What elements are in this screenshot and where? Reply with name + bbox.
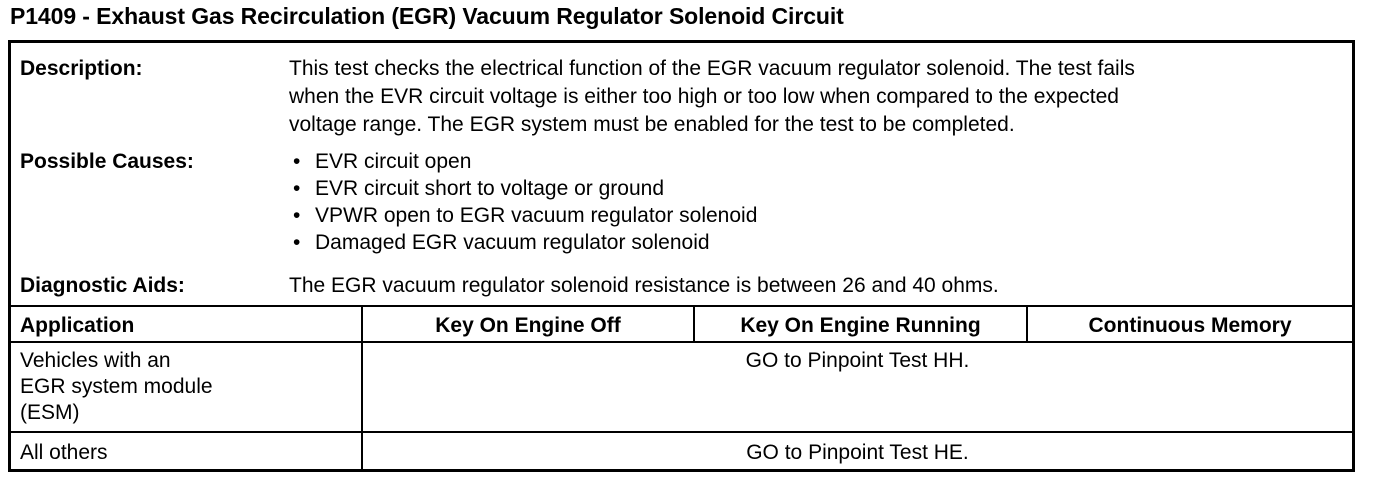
application-line: Vehicles with an (20, 349, 171, 372)
list-item (289, 229, 757, 256)
description-line: This test checks the electrical function of the EGR vacuum regulator solenoid. The test fails (289, 57, 1135, 80)
header-key-on-engine-off: Key On Engine Off (435, 314, 621, 337)
action-cell: GO to Pinpoint Test HE. (746, 441, 969, 464)
diagnostic-aids-label: Diagnostic Aids: (20, 274, 185, 297)
header-continuous-memory: Continuous Memory (1088, 314, 1292, 337)
table-row: All others (20, 441, 108, 464)
description-label: Description: (20, 57, 143, 80)
header-bottom-rule (11, 341, 1352, 343)
table-top-rule (11, 305, 1352, 307)
diagnostic-box (8, 40, 1355, 472)
list-item (289, 148, 757, 175)
bullet-icon: • (293, 231, 301, 254)
bullet-icon: • (293, 150, 301, 173)
header-application: Application (20, 314, 135, 337)
possible-causes-list (289, 148, 757, 256)
bullet-icon: • (293, 177, 301, 200)
list-item (289, 202, 757, 229)
cause-text: VPWR open to EGR vacuum regulator solenoid (315, 204, 758, 227)
possible-causes-label: Possible Causes: (20, 150, 194, 173)
application-line: (ESM) (20, 401, 80, 424)
cause-text: Damaged EGR vacuum regulator solenoid (315, 231, 710, 254)
description-text (289, 55, 1135, 139)
row-divider (11, 431, 1352, 433)
cause-text: EVR circuit open (315, 150, 472, 173)
diagnostic-aids-text: The EGR vacuum regulator solenoid resistance is between 26 and 40 ohms. (289, 274, 999, 297)
bullet-icon: • (293, 204, 301, 227)
action-cell: GO to Pinpoint Test HH. (745, 349, 970, 372)
list-item (289, 175, 757, 202)
application-line: EGR system module (20, 375, 213, 398)
description-line: voltage range. The EGR system must be enabled for the test to be completed. (289, 113, 1015, 136)
table-row (20, 348, 213, 426)
cause-text: EVR circuit short to voltage or ground (315, 177, 665, 200)
page-title: P1409 - Exhaust Gas Recirculation (EGR) Vacuum Regulator Solenoid Circuit (10, 3, 844, 29)
header-key-on-engine-running: Key On Engine Running (740, 314, 981, 337)
description-line: when the EVR circuit voltage is either too high or too low when compared to the expected (289, 85, 1119, 108)
